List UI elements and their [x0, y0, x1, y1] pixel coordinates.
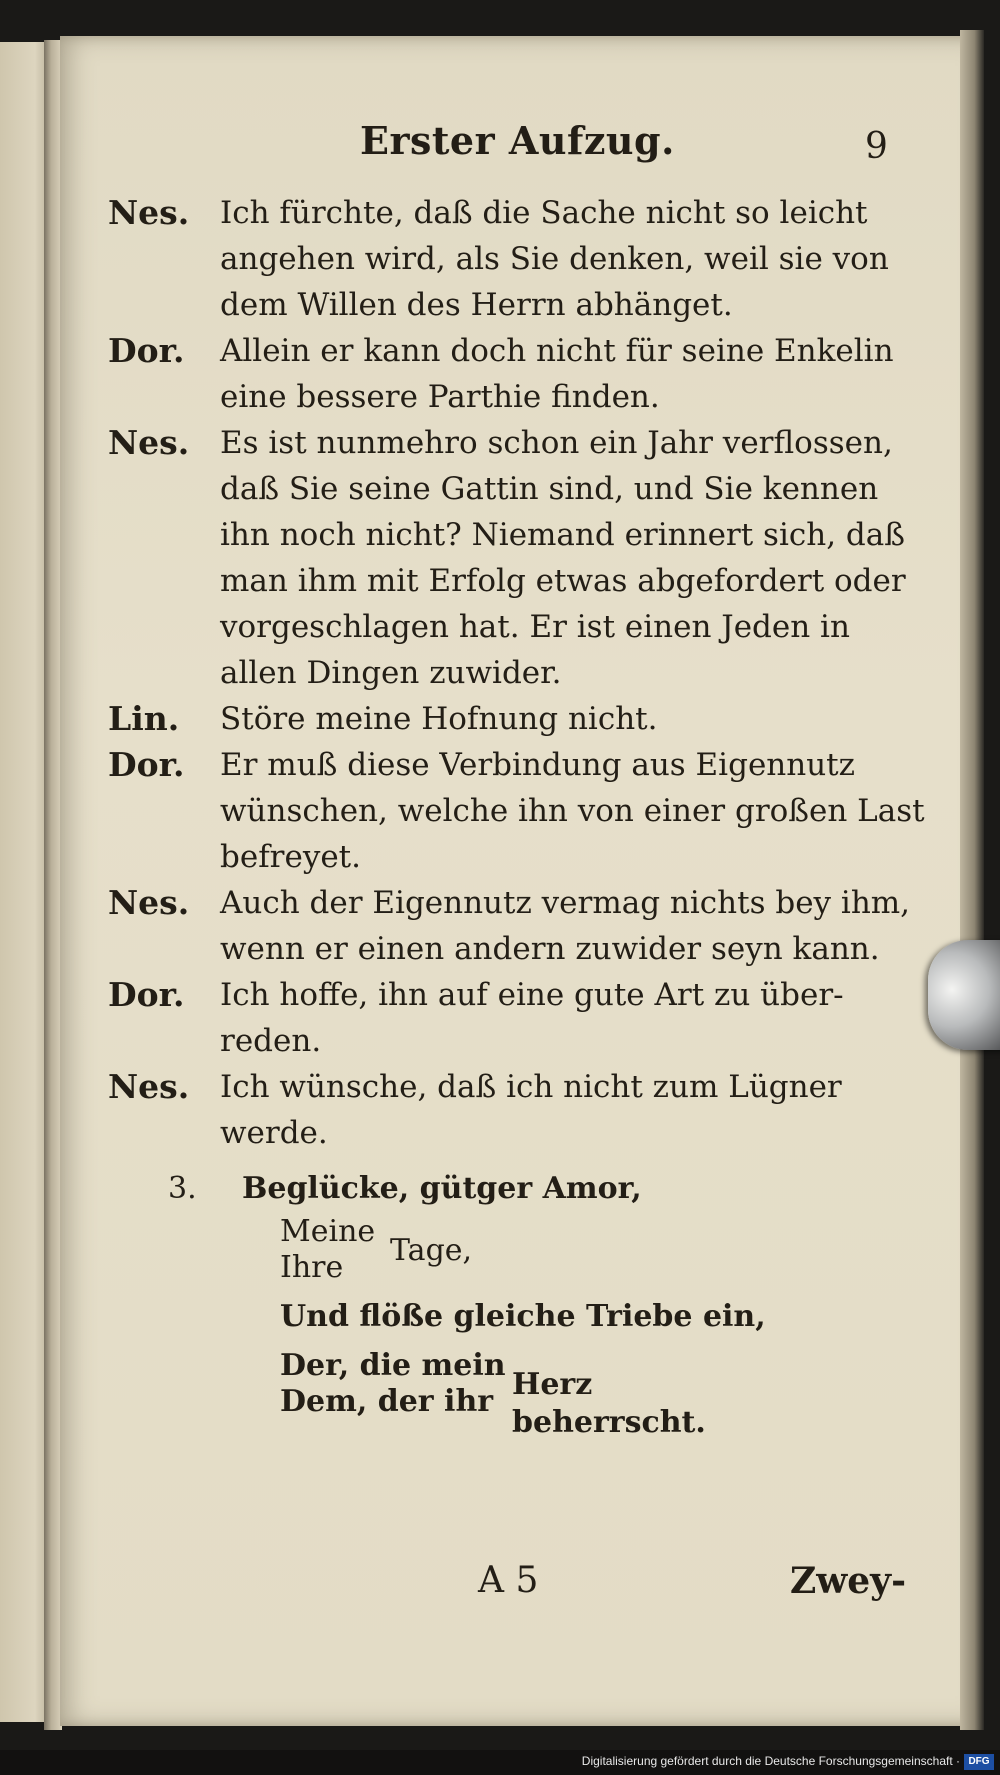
verse-line: Und flöße gleiche Triebe ein, — [280, 1299, 766, 1334]
verse-line: Beglücke, gütger Amor, — [242, 1171, 642, 1206]
text-line: allen Dingen zuwider. — [220, 655, 562, 691]
speech-text — [220, 880, 910, 972]
verse-alternatives — [280, 1214, 375, 1286]
speaker-label: Dor. — [108, 745, 185, 784]
text-line: reden. — [220, 1023, 322, 1059]
speech — [108, 880, 911, 972]
speaker-label: Dor. — [108, 975, 185, 1014]
speaker-label: Nes. — [108, 883, 190, 922]
speech-text — [220, 742, 925, 880]
text-line: Es ist nunmehro schon ein Jahr verflossen, — [220, 425, 893, 461]
speech — [108, 190, 908, 328]
funding-credit: Digitalisierung gefördert durch die Deutsche Forschungsgemeinschaft · — [581, 1754, 960, 1768]
speaker-label: Nes. — [108, 423, 190, 462]
verse-alt-bottom: Ihre — [280, 1250, 344, 1285]
text-line: daß Sie seine Gattin sind, und Sie kennen — [220, 471, 879, 507]
text-line: Er muß diese Verbindung aus Eigennutz — [220, 747, 855, 783]
text-line: wenn er einen andern zuwider seyn kann. — [220, 931, 880, 967]
speech — [108, 696, 908, 742]
credit-bar — [0, 1750, 1000, 1775]
song-verse — [168, 1170, 768, 1440]
page-clip — [928, 940, 1000, 1050]
speech-text — [220, 972, 908, 1064]
speech-text — [220, 696, 908, 742]
speaker-label: Dor. — [108, 331, 185, 370]
text-line: befreyet. — [220, 839, 361, 875]
speech-text — [220, 190, 908, 328]
dfg-logo: DFG — [964, 1754, 994, 1770]
speaker-label: Nes. — [108, 193, 190, 232]
speech — [108, 972, 908, 1064]
text-line: Auch der Eigennutz vermag nichts bey ihm, — [220, 885, 911, 921]
verse-number: 3. — [168, 1171, 197, 1206]
running-header — [300, 118, 900, 178]
text-line: ihn noch nicht? Niemand erinnert sich, daß — [220, 517, 905, 553]
text-line: angehen wird, als Sie denken, weil sie von — [220, 241, 889, 277]
speech-text — [220, 328, 908, 420]
text-line: eine bessere Parthie finden. — [220, 379, 660, 415]
text-line: Allein er kann doch nicht für seine Enkelin — [220, 333, 894, 369]
text-line: Ich fürchte, daß die Sache nicht so leicht — [220, 195, 868, 231]
speech-text — [220, 420, 908, 696]
verse-alt-top: Der, die mein — [280, 1348, 506, 1383]
speaker-label: Lin. — [108, 699, 180, 738]
dialogue-block — [108, 190, 925, 1156]
text-line: werde. — [220, 1115, 328, 1151]
page-right-edge — [960, 30, 984, 1730]
running-title: Erster Aufzug. — [360, 118, 675, 163]
verse-alt-top: Meine — [280, 1214, 376, 1249]
speech-text — [220, 1064, 908, 1156]
text-line: dem Willen des Herrn abhänget. — [220, 287, 733, 323]
signature-mark: A 5 — [478, 1560, 539, 1601]
text-line: Störe meine Hofnung nicht. — [220, 701, 658, 737]
verse-line-tail: Tage, — [390, 1233, 473, 1268]
text-line: Ich wünsche, daß ich nicht zum Lügner — [220, 1069, 842, 1105]
verse-alternatives — [280, 1348, 506, 1420]
verse-alt-bottom: Dem, der ihr — [280, 1384, 494, 1419]
text-line: man ihm mit Erfolg etwas abgefordert oder — [220, 563, 906, 599]
speech — [108, 1064, 908, 1156]
text-line: Ich hoffe, ihn auf eine gute Art zu über- — [220, 977, 844, 1013]
page-number: 9 — [865, 126, 888, 167]
speech — [108, 328, 908, 420]
text-line: vorgeschlagen hat. Er ist einen Jeden in — [220, 609, 850, 645]
speaker-label: Nes. — [108, 1067, 190, 1106]
text-line: wünschen, welche ihn von einer großen Last — [220, 793, 925, 829]
catchword: Zwey- — [790, 1560, 907, 1602]
speech — [108, 420, 908, 696]
verse-line-tail: Herz beherrscht. — [512, 1367, 706, 1440]
speech — [108, 742, 925, 880]
